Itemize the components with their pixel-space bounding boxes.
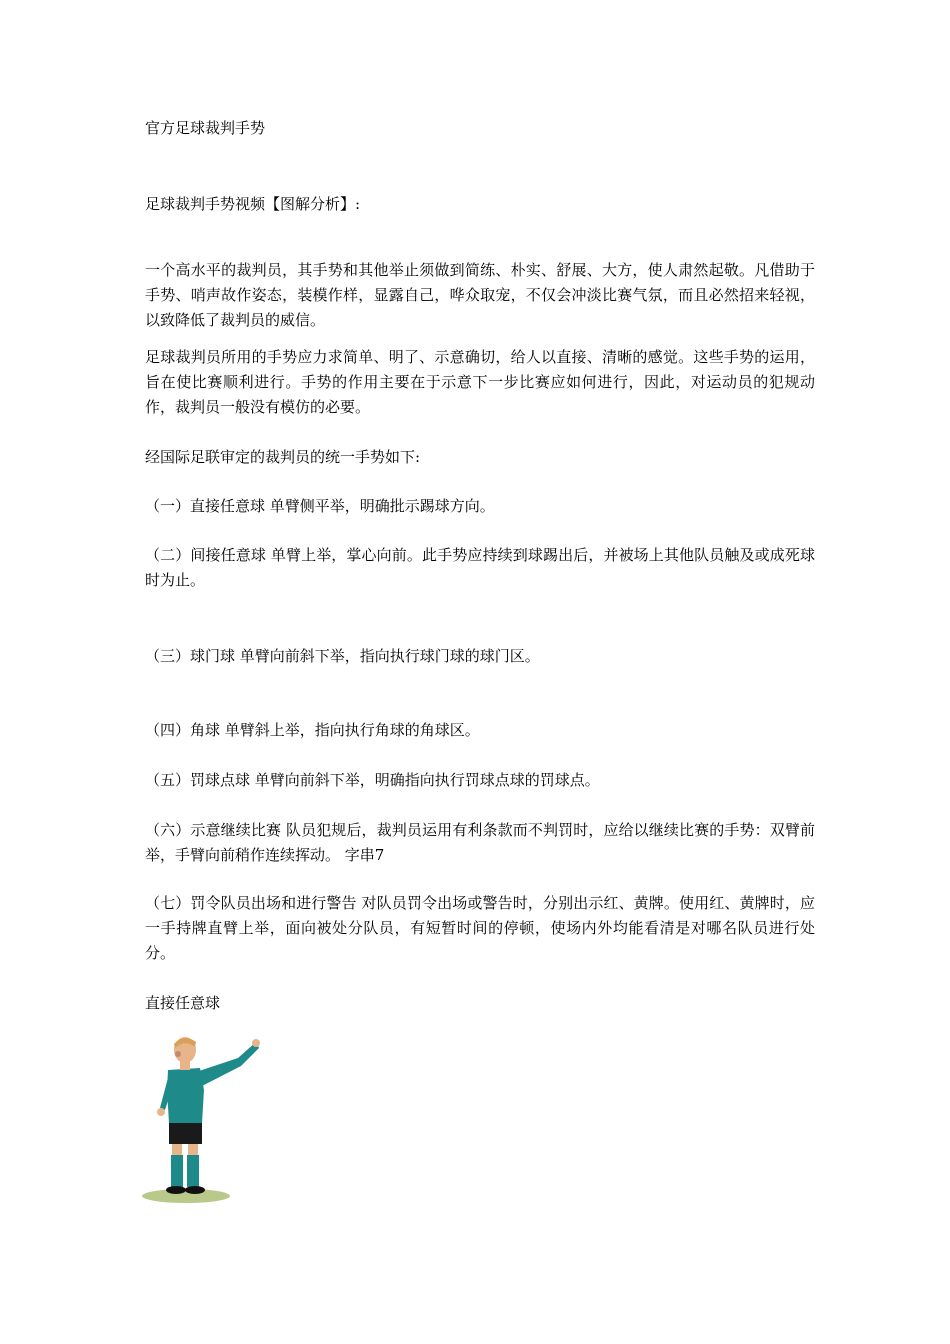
lowered-hand bbox=[157, 1108, 165, 1116]
figure-caption: 直接任意球 bbox=[145, 994, 221, 1012]
raised-arm bbox=[196, 1042, 259, 1086]
gesture-item-2: （二）间接任意球 单臂上举，掌心向前。此手势应持续到球踢出后，并被场上其他队员触及或成死球时为止。 bbox=[145, 546, 815, 589]
gesture-item-3: （三）球门球 单臂向前斜下举，指向执行球门球的球门区。 bbox=[145, 647, 540, 665]
right-sock bbox=[187, 1155, 199, 1187]
left-sock bbox=[171, 1155, 183, 1187]
right-boot bbox=[185, 1186, 205, 1194]
intro-paragraph-2: 足球裁判员所用的手势应力求简单、明了、示意确切，给人以直接、清晰的感觉。这些手势的运用，旨在使比赛顺利进行。手势的作用主要在于示意下一步比赛应如何进行，因此，对运动员的犯规动作，裁判员一般没有模仿的必要。 bbox=[145, 348, 815, 416]
gesture-item-7: （七）罚令队员出场和进行警告 对队员罚令出场或警告时，分别出示红、黄牌。使用红、黄牌时，应一手持牌直臂上举，面向被处分队员，有短暂时间的停顿，使场内外均能看清是对哪名队员进行处分。 bbox=[145, 894, 815, 962]
subtitle: 足球裁判手势视频【图解分析】: bbox=[145, 195, 361, 213]
gesture-item-6: （六）示意继续比赛 队员犯规后，裁判员运用有利条款而不判罚时，应给以继续比赛的手势：双臂前举，手臂向前稍作连续挥动。 字串7 bbox=[145, 821, 815, 864]
intro-paragraph-3: 经国际足联审定的裁判员的统一手势如下: bbox=[145, 448, 421, 466]
gesture-item-1: （一）直接任意球 单臂侧平举，明确批示踢球方向。 bbox=[145, 497, 495, 515]
gesture-item-4: （四）角球 单臂斜上举，指向执行角球的角球区。 bbox=[145, 721, 480, 739]
page-title: 官方足球裁判手势 bbox=[145, 119, 266, 137]
whistle-hand bbox=[175, 1051, 181, 1057]
pointing-hand bbox=[252, 1039, 260, 1047]
referee-illustration bbox=[138, 1030, 264, 1208]
gesture-item-5: （五）罚球点球 单臂向前斜下举，明确指向执行罚球点球的罚球点。 bbox=[145, 771, 600, 789]
intro-paragraph-1: 一个高水平的裁判员，其手势和其他举止须做到简练、朴实、舒展、大方，使人肃然起敬。凡借助于手势、哨声故作姿态，装模作样，显露自己，哗众取宠，不仅会冲淡比赛气氛，而且必然招来轻视，以致降低了裁判员的威信。 bbox=[145, 261, 815, 329]
shorts bbox=[169, 1120, 202, 1144]
left-boot bbox=[166, 1186, 186, 1194]
